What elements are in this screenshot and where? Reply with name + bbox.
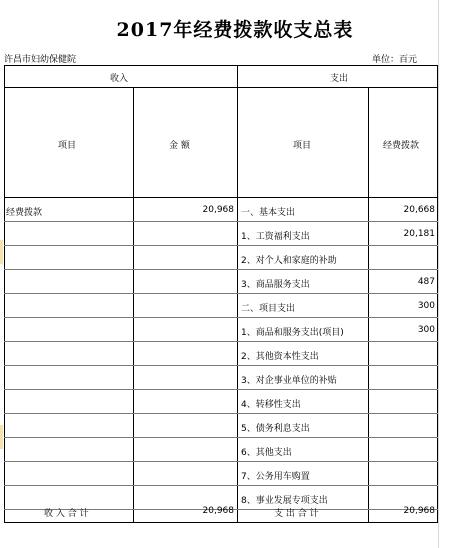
income-item: 经费拨款 [6, 208, 43, 218]
page-title: 2017年经费拨款收支总表 [116, 19, 354, 41]
expense-item: 3、对企事业单位的补贴 [241, 376, 337, 386]
header-income: 收入 [110, 74, 129, 84]
expense-item: 1、商品和服务支出(项目) [241, 328, 344, 338]
col-border-3 [368, 87, 369, 523]
header-expense: 支出 [330, 74, 349, 84]
expense-item: 8、事业发展专项支出 [241, 496, 328, 506]
expense-item: 二、项目支出 [241, 304, 296, 314]
expense-item: 6、其他支出 [241, 448, 292, 458]
col-border-1 [133, 87, 134, 523]
expense-item: 3、商品服务支出 [241, 280, 310, 290]
selection-marker [0, 425, 3, 449]
organization-label: 许昌市妇幼保健院 [4, 55, 77, 65]
row-divider [4, 461, 438, 462]
right-gridline [438, 0, 439, 548]
row-divider [4, 437, 438, 438]
income-amount: 20,968 [202, 205, 234, 215]
expense-amount: 300 [417, 301, 435, 311]
expense-item: 2、其他资本性支出 [241, 352, 319, 362]
row-divider [4, 413, 438, 414]
row-divider [4, 317, 438, 318]
row-divider [4, 221, 438, 222]
expense-amount: 487 [417, 277, 435, 287]
header-divider-2 [4, 197, 438, 198]
row-divider [4, 269, 438, 270]
header-divider-1 [4, 87, 438, 88]
row-divider [4, 389, 438, 390]
expense-item: 5、债务利息支出 [241, 424, 310, 434]
expense-item: 7、公务用车购置 [241, 472, 310, 482]
header-expense-item: 项目 [293, 141, 312, 151]
expense-amount: 300 [417, 325, 435, 335]
row-divider [4, 245, 438, 246]
expense-item: 2、对个人和家庭的补助 [241, 256, 337, 266]
total-income-label: 收 入 合 计 [44, 509, 89, 519]
row-divider [4, 293, 438, 294]
table-bottom-border [4, 522, 438, 523]
total-expense-amount: 20,968 [403, 506, 435, 516]
total-income-amount: 20,968 [202, 506, 234, 516]
table-top-border [4, 65, 438, 66]
selection-marker [0, 240, 3, 264]
header-income-item: 项目 [58, 141, 77, 151]
header-expense-amount: 经费拨款 [383, 141, 420, 151]
expense-amount: 20,668 [403, 205, 435, 215]
expense-amount: 20,181 [403, 229, 435, 239]
col-border-mid [237, 65, 238, 523]
row-divider [4, 341, 438, 342]
unit-label: 单位：百元 [372, 55, 418, 65]
row-divider [4, 365, 438, 366]
header-income-amount: 金 额 [169, 141, 190, 151]
expense-item: 1、工资福利支出 [241, 232, 310, 242]
col-border-right [437, 65, 438, 523]
row-divider [4, 485, 438, 486]
expense-item: 一、基本支出 [241, 208, 296, 218]
expense-item: 4、转移性支出 [241, 400, 301, 410]
col-border-left [4, 65, 5, 523]
total-expense-label: 支 出 合 计 [274, 509, 319, 519]
